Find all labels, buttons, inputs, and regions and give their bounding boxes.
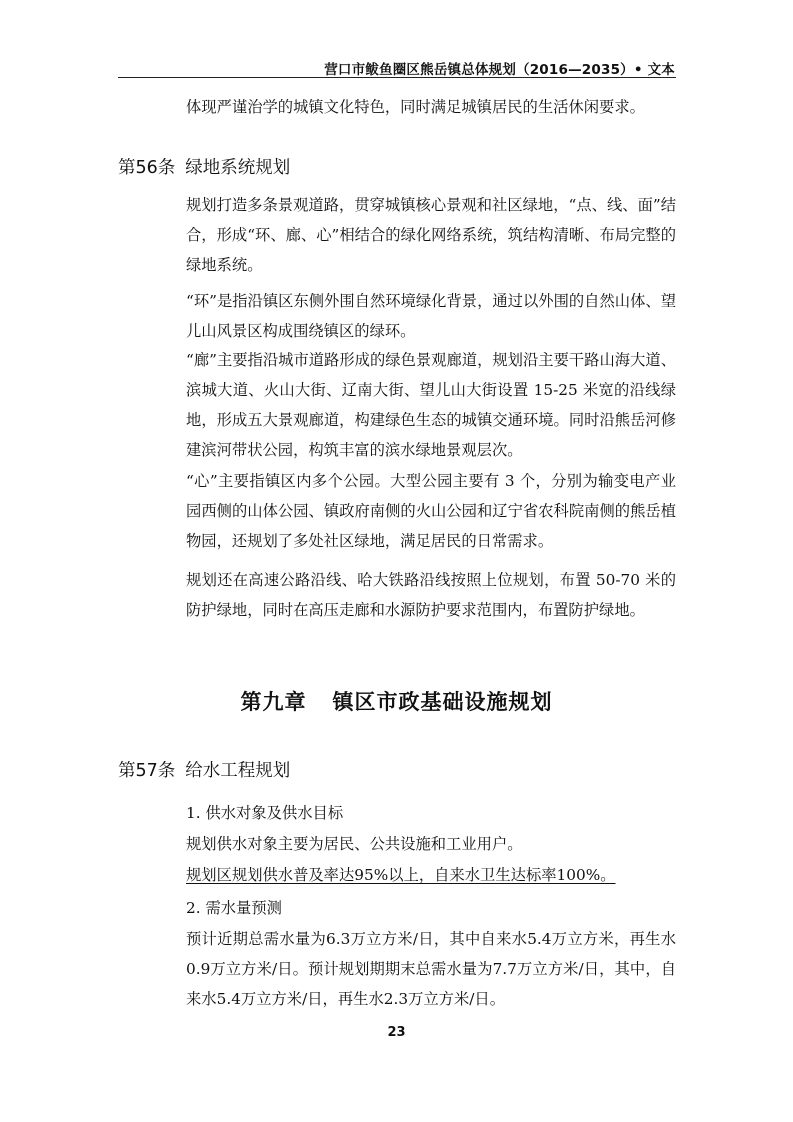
item-2-heading: 2. 需水量预测 [186, 899, 282, 917]
article-56-paragraph: 规划打造多条景观道路，贯穿城镇核心景观和社区绿地，“点、线、面”结合，形成“环、廊、心”相结合的绿化网络系统，筑结构清晰、布局完整的绿地系统。 [186, 196, 676, 274]
article-57-title: 给水工程规划 [185, 761, 291, 781]
article-56-number: 第56条 [118, 158, 176, 178]
article-57-number: 第57条 [118, 761, 176, 781]
article-56-paragraph: “心”主要指镇区内多个公园。大型公园主要有 3 个，分别为输变电产业园西侧的山体公园、镇政府南侧的火山公园和辽宁省农科院南侧的熊岳植物园，还规划了多处社区绿地，满足居民的日常需求。 [186, 472, 676, 550]
chapter-heading [0, 686, 793, 716]
article-56-paragraph: “廊”主要指沿城市道路形成的绿色景观廊道，规划沿主要干路山海大道、滨城大道、火山大街、辽南大街、望儿山大街设置 15-25 米宽的沿线绿地，形成五大景观廊道，构建绿色生态的城镇交通环境。同时沿熊岳河修建滨河带状公园，构筑丰富的滨水绿地景观层次。 [186, 351, 676, 459]
article-56-paragraph: 规划还在高速公路沿线、哈大铁路沿线按照上位规划，布置 50-70 米的防护绿地，同时在高压走廊和水源防护要求范围内，布置防护绿地。 [186, 571, 676, 619]
item-1-paragraph: 规划供水对象主要为居民、公共设施和工业用户。 [186, 835, 523, 853]
article-56-paragraph: “环”是指沿镇区东侧外围自然环境绿化背景，通过以外围的自然山体、望儿山风景区构成围绕镇区的绿环。 [186, 292, 676, 340]
article-57-heading [118, 757, 290, 782]
page-header-title: 营口市鲅鱼圈区熊岳镇总体规划（2016—2035）• 文本 [324, 62, 675, 78]
page-number: 23 [387, 1025, 406, 1040]
item-1-heading: 1. 供水对象及供水目标 [186, 804, 344, 822]
chapter-number: 第九章 [240, 690, 307, 714]
article-56-heading [118, 154, 290, 179]
continued-paragraph: 体现严谨治学的城镇文化特色，同时满足城镇居民的生活休闲要求。 [186, 98, 645, 116]
item-2-paragraph: 预计近期总需水量为6.3万立方米/日，其中自来水5.4万立方米，再生水0.9万立方米/日。预计规划期期末总需水量为7.7万立方米/日，其中，自来水5.4万立方米/日，再生水2.3万立方米/日。 [186, 930, 676, 1008]
chapter-title: 镇区市政基础设施规划 [332, 690, 553, 714]
header-rule [118, 77, 676, 78]
article-56-title: 绿地系统规划 [185, 158, 291, 178]
item-1-target-paragraph: 规划区规划供水普及率达95%以上，自来水卫生达标率100%。 [186, 866, 616, 884]
